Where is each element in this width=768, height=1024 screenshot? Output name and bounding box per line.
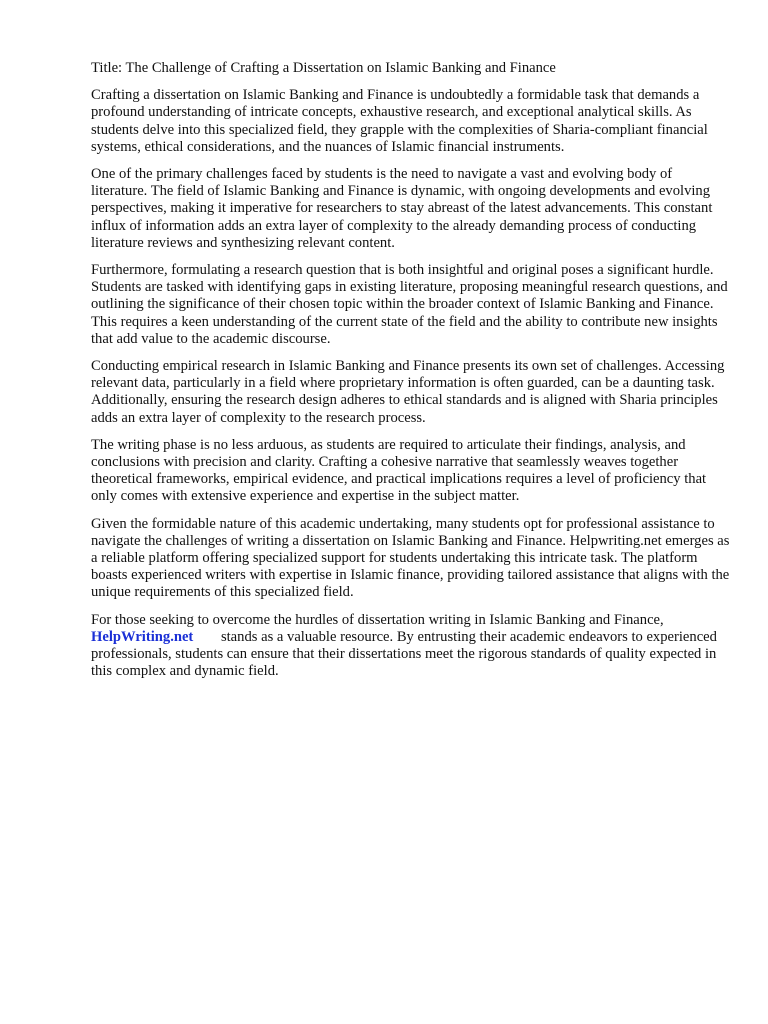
paragraph-research-question: Furthermore, formulating a research question that is both insightful and original poses a significant hurdle. Students are tasked with identifying gaps in existing literature, proposing meaningful research questions, and outlining the significance of their chosen topic within the broader context of Islamic Banking and Finance. This requires a keen understanding of the current state of the field and the ability to contribute new insights that add value to the academic discourse. <box>91 262 728 347</box>
document-page <box>91 60 731 691</box>
document-title: Title: The Challenge of Crafting a Dissertation on Islamic Banking and Finance <box>91 60 556 76</box>
paragraph-conclusion <box>91 612 731 681</box>
paragraph-writing-phase: The writing phase is no less arduous, as students are required to articulate their findings, analysis, and conclusions with precision and clarity. Crafting a cohesive narrative that seamlessly weaves together theoretical frameworks, empirical evidence, and practical implications requires a level of proficiency that only comes with extensive experience and expertise in the subject matter. <box>91 436 707 505</box>
paragraph-professional-assistance: Given the formidable nature of this academic undertaking, many students opt for professional assistance to navigate the challenges of writing a dissertation on Islamic Banking and Finance. Helpwriting.net emerges as a reliable platform offering specialized support for students undertaking this intricate task. The platform boasts experienced writers with expertise in Islamic finance, providing tailored assistance that aligns with the unique requirements of this specialized field. <box>91 515 730 601</box>
paragraph-intro: Crafting a dissertation on Islamic Banking and Finance is undoubtedly a formidable task that demands a profound understanding of intricate concepts, exhaustive research, and exceptional analytical skills. As students delve into this specialized field, they grapple with the complexities of Sharia-compliant financial systems, ethical considerations, and the nuances of Islamic financial instruments. <box>91 87 708 155</box>
paragraph-empirical-research: Conducting empirical research in Islamic Banking and Finance presents its own set of challenges. Accessing relevant data, particularly in a field where proprietary information is often guarded, can be a daunting task. Additionally, ensuring the research design adheres to ethical standards and is aligned with Sharia principles adds an extra layer of complexity to the research process. <box>91 358 725 426</box>
conclusion-tail-text: stands as a valuable resource. By entrusting their academic endeavors to experienced professionals, students can ensure that their dissertations meet the rigorous standards of quality expected in this complex and dynamic field. <box>91 628 717 680</box>
helpwriting-link[interactable]: HelpWriting.net <box>91 628 194 645</box>
conclusion-lead-text: For those seeking to overcome the hurdles of dissertation writing in Islamic Banking and Finance, <box>91 611 664 628</box>
paragraph-literature: One of the primary challenges faced by students is the need to navigate a vast and evolving body of literature. The field of Islamic Banking and Finance is dynamic, with ongoing developments and evolving perspectives, making it imperative for researchers to stay abreast of the latest advancements. This constant influx of information adds an extra layer of complexity to the already demanding process of conducting literature reviews and synthesizing relevant content. <box>91 166 713 251</box>
